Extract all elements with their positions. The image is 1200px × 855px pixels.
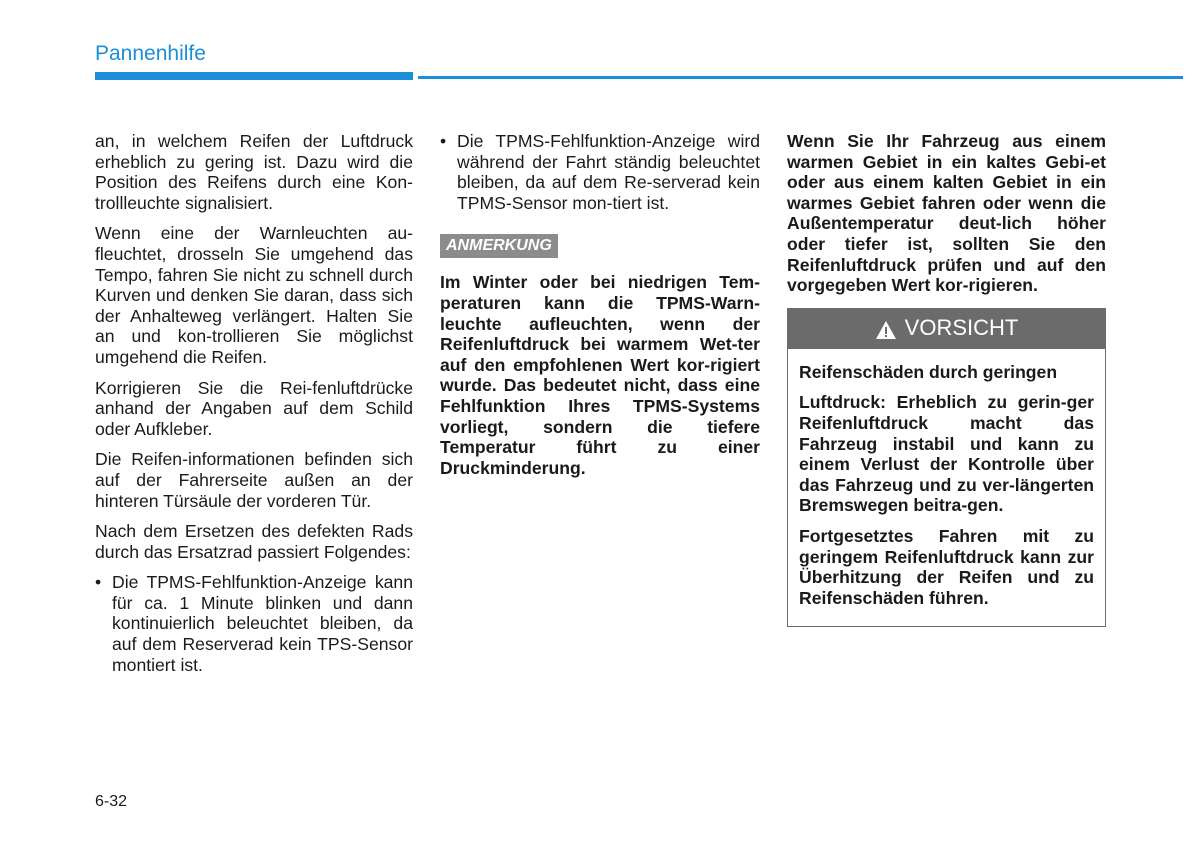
caution-body	[788, 349, 1105, 627]
paragraph: Korrigieren Sie die Rei-fenluftdrücke anhand der Angaben auf dem Schild oder Aufkleber.	[95, 377, 413, 439]
paragraph: an, in welchem Reifen der Luftdruck erheblich zu gering ist. Dazu wird die Position des Reifens durch eine Kon-trollleuchte signalisiert.	[95, 131, 413, 213]
page-number: 6-32	[95, 793, 128, 810]
warning-triangle-icon	[875, 320, 897, 340]
caution-header	[788, 309, 1105, 349]
bullet-item: • Die TPMS-Fehlfunktion-Anzeige wird während der Fahrt ständig beleuchtet bleiben, da auf dem Re-serverad kein TPMS-Sensor mon-tiert ist.	[440, 131, 760, 213]
note-label: ANMERKUNG	[440, 234, 558, 258]
note-text: Im Winter oder bei niedrigen Tem-peraturen kann die TPMS-Warn-leuchte aufleuchten, wenn der Reifenluftdruck bei warmem Wet-ter auf den empfohlenen Wert kor-rigiert wurde. Das bedeutet nicht, dass eine Fehlfunktion Ihres TPMS-Systems vorliegt, sondern die tiefere Temperatur führt zu einer Druckminderung.	[440, 272, 760, 478]
section-title: Pannenhilfe	[95, 42, 206, 65]
paragraph: Die Reifen-informationen befinden sich auf der Fahrerseite außen an der hinteren Türsäule der vorderen Tür.	[95, 449, 413, 511]
paragraph: Nach dem Ersetzen des defekten Rads durch das Ersatzrad passiert Folgendes:	[95, 521, 413, 562]
caution-paragraph: Fortgesetztes Fahren mit zu geringem Reifenluftdruck kann zur Überhitzung der Reifen und zu Reifenschäden führen.	[799, 525, 1094, 608]
column-right	[787, 131, 1106, 627]
intro-paragraph: Wenn Sie Ihr Fahrzeug aus einem warmen Gebiet in ein kaltes Gebi-et oder aus einem kalten Gebiet in ein warmes Gebiet fahren oder wenn die Außentemperatur deut-lich höher oder tiefer ist, sollten Sie den Reifenluftdruck prüfen und auf den vorgegeben Wert kor-rigieren.	[787, 131, 1106, 296]
paragraph: Wenn eine der Warnleuchten au-fleuchtet, drosseln Sie umgehend das Tempo, fahren Sie nicht zu schnell durch Kurven und denken Sie daran, dass sich der Anhalteweg verlängert. Halten Sie an und kon-trollieren Sie möglichst umgehend die Reifen.	[95, 223, 413, 367]
bullet-item: • Die TPMS-Fehlfunktion-Anzeige kann für ca. 1 Minute blinken und dann kontinuierlich beleuchtet bleiben, da auf dem Reserverad kein TPS-Sensor montiert ist.	[95, 572, 413, 675]
caution-paragraph: Reifenschäden durch geringen	[799, 361, 1058, 382]
caution-paragraph: Luftdruck: Erheblich zu gerin-ger Reifenluftdruck macht das Fahrzeug instabil und kann zu einem Verlust der Kontrolle über das Fahrzeug und zu ver-längerten Bremswegen beitra-gen.	[799, 392, 1094, 516]
column-left	[95, 131, 413, 685]
header-rule-thick	[95, 72, 413, 80]
caution-box	[787, 308, 1106, 628]
caution-title: VORSICHT	[904, 315, 1019, 341]
column-middle	[440, 131, 760, 488]
header-rule-thin	[418, 76, 1183, 79]
